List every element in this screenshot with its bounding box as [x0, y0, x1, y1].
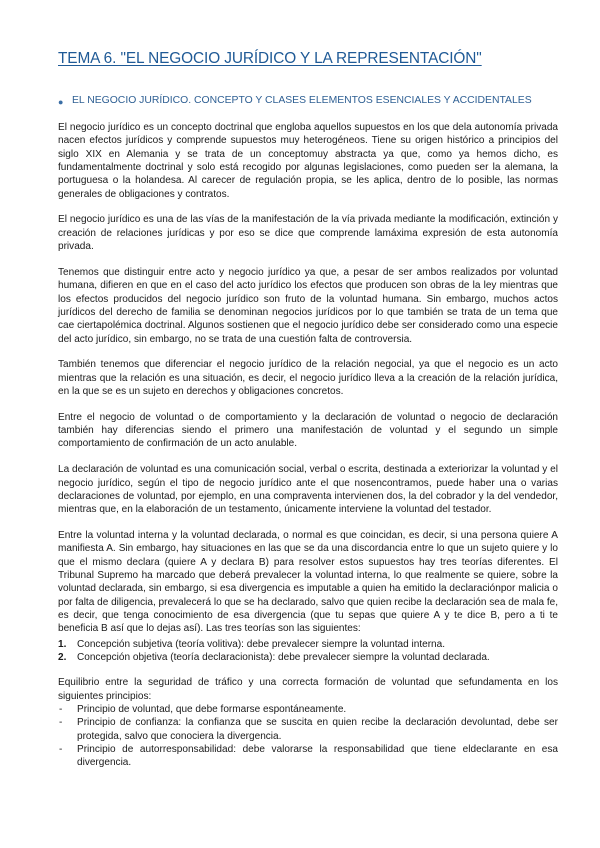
list-item-text: Principio de confianza: la confianza que se suscita en quien recibe la declaración devoluntad, debe ser protegida, salvo que conociera la divergencia. [77, 717, 558, 742]
paragraph: El negocio jurídico es una de las vías de la manifestación de la vía privada mediante la modificación, extinción y creación de relaciones jurídicas y por eso se dice que comprende lamáxima expresión de esta autonomía privada. [58, 214, 558, 253]
list-number: 1. [58, 638, 67, 650]
numbered-list [58, 638, 558, 665]
list-item [58, 703, 558, 716]
paragraph: Entre el negocio de voluntad o de comportamiento y la declaración de voluntad o negocio de declaración también hay diferencias siendo el primero una manifestación de voluntad y el segundo un simple comportamiento de confirmación de un acto anulable. [58, 411, 558, 450]
page-title: TEMA 6. "EL NEGOCIO JURÍDICO Y LA REPRESENTACIÓN" [58, 50, 482, 67]
principles-intro: Equilibrio entre la seguridad de tráfico y una correcta formación de voluntad que sefundamenta en los siguientes principios: [58, 677, 558, 702]
paragraph: También tenemos que diferenciar el negocio jurídico de la relación negocial, ya que el negocio es un acto mientras que la relación es una situación, es decir, el negocio jurídico lleva a la creación de la relación jurídica, en la que se es un sujeto en derechos y obligaciones concretos. [58, 359, 558, 398]
paragraph: Tenemos que distinguir entre acto y negocio jurídico ya que, a pesar de ser ambos realizados por voluntad humana, difieren en que en el caso del acto jurídico los efectos que producen son obras de la ley mientras que los efectos producidos del negocio jurídico son fruto de la voluntad humana. Sin embargo, muchos actos jurídicos del derecho de familia se denominan negocios jurídicos por lo que también se trata de un tema que cae ciertapolémica doctrinal. Algunos sostienen que el negocio jurídico debe ser considerado como una especie del acto jurídico, sin embargo, no se trata de una cuestión falta de controversia. [58, 266, 558, 345]
document-body [58, 121, 558, 770]
section-heading-text: EL NEGOCIO JURÍDICO. CONCEPTO Y CLASES ELEMENTOS ESENCIALES Y ACCIDENTALES [72, 95, 532, 106]
section-heading [58, 95, 558, 107]
list-number: 2. [58, 652, 67, 664]
list-item [58, 743, 558, 770]
list-item [58, 651, 558, 664]
list-item [58, 716, 558, 743]
list-item [58, 638, 558, 651]
list-item-text: Principio de voluntad, que debe formarse espontáneamente. [77, 704, 347, 716]
bullet-icon: ● [58, 97, 64, 107]
paragraph: La declaración de voluntad es una comunicación social, verbal o escrita, destinada a exteriorizar la voluntad y el negocio jurídico, según el tipo de negocio jurídico ante el que nosencontramos, puede haber una o varias declaraciones de voluntad, por ejemplo, en una compraventa intervienen dos, la del cobrador y la del vendedor, mientras que, en la elaboración de un testamento, únicamente interviene la voluntad del testador. [58, 464, 558, 516]
dash-list [58, 703, 558, 770]
dash-marker: - [59, 717, 63, 729]
dash-marker: - [59, 744, 63, 756]
paragraph: Entre la voluntad interna y la voluntad declarada, o normal es que coincidan, es decir, si una persona quiere A manifiesta A. Sin embargo, hay situaciones en las que se da una discordancia entre lo que un sujeto quiere y lo que el mismo declara (quiere A y declara B) para resolver estos supuestos hay tres teorías diferentes. El Tribunal Supremo ha marcado que deberá prevalecer la voluntad interna, lo que realmente se quiere, sobre la voluntad declarada, sin embargo, si esa divergencia es imputable a quien ha emitido la declaraciónpor malicia o por falta de diligencia, prevalecerá lo que se ha declarado, salvo que quien recibe la declaración sea de mala fe, es decir, que tenga conocimiento de esa divergencia (que tu sepas que quiere A y te dice B, pero a ti te beneficia B así que lo dejas así). Las tres teorías son las siguientes: [58, 529, 558, 635]
dash-marker: - [59, 704, 63, 716]
paragraph: El negocio jurídico es un concepto doctrinal que engloba aquellos supuestos en los que dela autonomía privada nacen efectos jurídicos y comprende supuestos muy heterogéneos. Tiene su origen histórico a principios del siglo XIX en Alemania y se trata de un conceptomuy abstracta ya que, como ya hemos dicho, es fundamentalmente doctrinal y solo está recogido por algunas legislaciones, como pueden ser la alemana, la portuguesa o la holandesa. Al carecer de regulación propia, se les aplica, dentro de lo posible, las normas generales de obligaciones y contratos. [58, 122, 558, 200]
list-item-text: Concepción objetiva (teoría declaracionista): debe prevalecer siempre la voluntad declarada. [77, 652, 490, 664]
list-item-text: Principio de autorresponsabilidad: debe valorarse la responsabilidad que tiene eldeclarante en esa divergencia. [77, 744, 558, 769]
list-item-text: Concepción subjetiva (teoría volitiva): debe prevalecer siempre la voluntad interna. [77, 638, 446, 650]
